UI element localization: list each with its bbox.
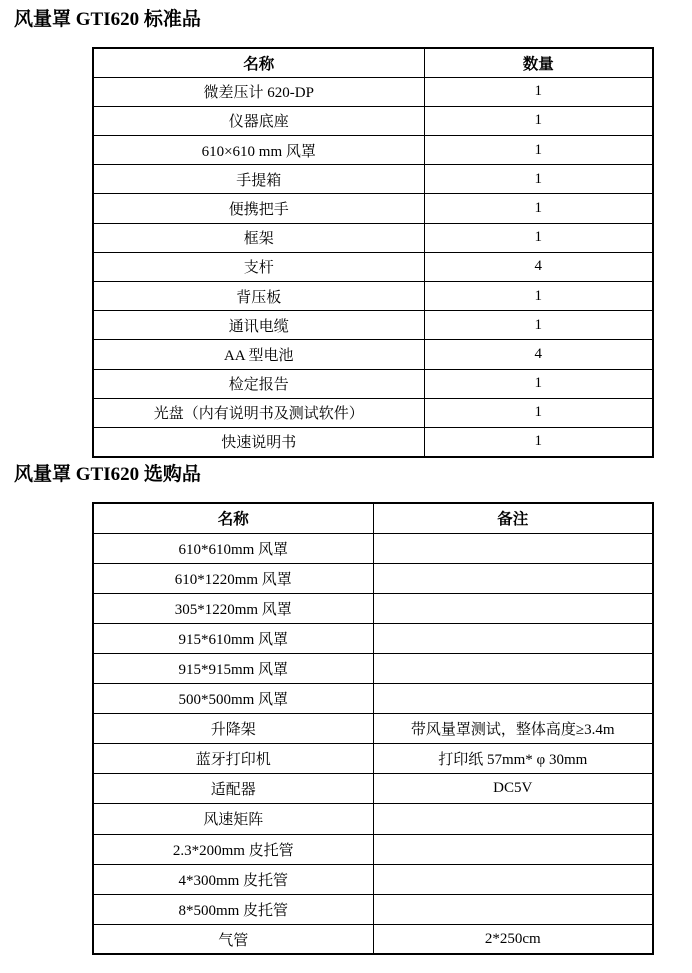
table-header-row [93, 503, 653, 533]
item-name-cell: 气管 [93, 924, 373, 954]
item-quantity-cell: 1 [424, 223, 653, 252]
item-name-cell: 610*610mm 风罩 [93, 533, 373, 563]
item-quantity-cell: 1 [424, 106, 653, 135]
table-row [93, 165, 653, 194]
item-name-cell: 305*1220mm 风罩 [93, 593, 373, 623]
item-quantity-cell: 1 [424, 165, 653, 194]
table-row [93, 311, 653, 340]
item-quantity-cell: 1 [424, 77, 653, 106]
item-remark-cell [373, 804, 653, 834]
table-row [93, 398, 653, 427]
table-row [93, 77, 653, 106]
item-remark-cell [373, 834, 653, 864]
item-name-cell: 610×610 mm 风罩 [93, 136, 424, 165]
item-quantity-cell: 1 [424, 398, 653, 427]
table-header-row [93, 48, 653, 77]
item-remark-cell [373, 864, 653, 894]
table-row [93, 714, 653, 744]
table-row [93, 252, 653, 281]
item-remark-cell [373, 623, 653, 653]
item-name-cell: 升降架 [93, 714, 373, 744]
table-row [93, 864, 653, 894]
item-remark-cell [373, 894, 653, 924]
table-row [93, 340, 653, 369]
item-name-cell: 便携把手 [93, 194, 424, 223]
item-remark-cell: DC5V [373, 774, 653, 804]
column-header-quantity: 数量 [424, 48, 653, 77]
item-remark-cell [373, 563, 653, 593]
item-name-cell: 手提箱 [93, 165, 424, 194]
item-name-cell: 背压板 [93, 282, 424, 311]
item-name-cell: 500*500mm 风罩 [93, 684, 373, 714]
table-row [93, 834, 653, 864]
item-remark-cell [373, 684, 653, 714]
table-row [93, 223, 653, 252]
item-remark-cell: 2*250cm [373, 924, 653, 954]
table-row [93, 282, 653, 311]
item-name-cell: 检定报告 [93, 369, 424, 398]
table-row [93, 653, 653, 683]
column-header-name: 名称 [93, 503, 373, 533]
table-row [93, 136, 653, 165]
table-row [93, 774, 653, 804]
table-row [93, 533, 653, 563]
item-name-cell: 8*500mm 皮托管 [93, 894, 373, 924]
item-name-cell: 快速说明书 [93, 427, 424, 456]
column-header-name: 名称 [93, 48, 424, 77]
standard-items-body [93, 77, 653, 456]
column-header-remark: 备注 [373, 503, 653, 533]
table-row [93, 106, 653, 135]
item-remark-cell: 带风量罩测试，整体高度≥3.4m [373, 714, 653, 744]
table-row [93, 593, 653, 623]
table-row [93, 427, 653, 456]
item-quantity-cell: 1 [424, 311, 653, 340]
table-row [93, 623, 653, 653]
table-row [93, 744, 653, 774]
item-name-cell: 915*915mm 风罩 [93, 653, 373, 683]
item-name-cell: 支杆 [93, 252, 424, 281]
item-name-cell: 通讯电缆 [93, 311, 424, 340]
item-remark-cell: 打印纸 57mm* φ 30mm [373, 744, 653, 774]
table-row [93, 684, 653, 714]
item-name-cell: 光盘（内有说明书及测试软件） [93, 398, 424, 427]
item-name-cell: AA 型电池 [93, 340, 424, 369]
item-name-cell: 蓝牙打印机 [93, 744, 373, 774]
table-row [93, 194, 653, 223]
item-name-cell: 框架 [93, 223, 424, 252]
item-quantity-cell: 1 [424, 369, 653, 398]
item-quantity-cell: 1 [424, 194, 653, 223]
item-name-cell: 风速矩阵 [93, 804, 373, 834]
table-row [93, 369, 653, 398]
item-remark-cell [373, 593, 653, 623]
optional-items-table [92, 502, 654, 955]
item-remark-cell [373, 533, 653, 563]
table-row [93, 924, 653, 954]
table-row [93, 563, 653, 593]
optional-items-heading: 风量罩 GTI620 选购品 [14, 464, 201, 485]
item-quantity-cell: 4 [424, 252, 653, 281]
item-name-cell: 微差压计 620-DP [93, 77, 424, 106]
standard-items-heading: 风量罩 GTI620 标准品 [14, 9, 201, 30]
standard-items-table [92, 47, 654, 458]
item-quantity-cell: 4 [424, 340, 653, 369]
item-name-cell: 仪器底座 [93, 106, 424, 135]
item-quantity-cell: 1 [424, 136, 653, 165]
optional-items-body [93, 533, 653, 954]
item-quantity-cell: 1 [424, 427, 653, 456]
table-row [93, 804, 653, 834]
item-name-cell: 4*300mm 皮托管 [93, 864, 373, 894]
item-name-cell: 610*1220mm 风罩 [93, 563, 373, 593]
item-name-cell: 适配器 [93, 774, 373, 804]
table-row [93, 894, 653, 924]
item-name-cell: 915*610mm 风罩 [93, 623, 373, 653]
item-quantity-cell: 1 [424, 282, 653, 311]
item-remark-cell [373, 653, 653, 683]
item-name-cell: 2.3*200mm 皮托管 [93, 834, 373, 864]
